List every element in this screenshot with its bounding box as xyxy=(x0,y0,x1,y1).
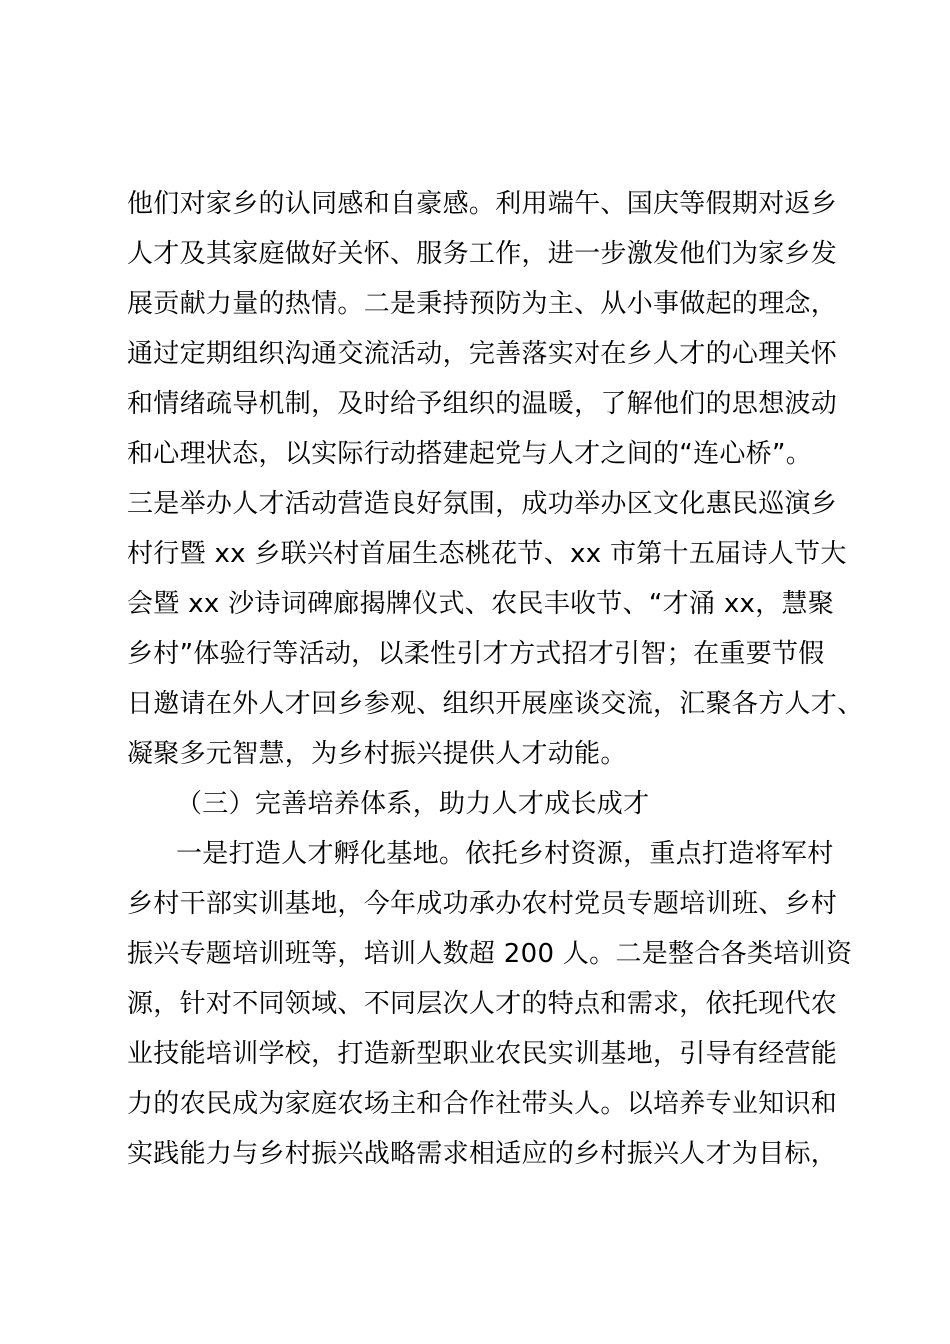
paragraph-line: 展贡献力量的热情。二是秉持预防为主、从小事做起的理念， xyxy=(127,289,838,319)
paragraph-line: 村行暨 xx 乡联兴村首届生态桃花节、xx 市第十五届诗人节大 xyxy=(127,539,847,569)
paragraph-line: 实践能力与乡村振兴战略需求相适应的乡村振兴人才为目标， xyxy=(127,1139,838,1169)
paragraph-line: 源，针对不同领域、不同层次人才的特点和需求，依托现代农 xyxy=(127,989,838,1019)
paragraph-line: 人才及其家庭做好关怀、服务工作，进一步激发他们为家乡发 xyxy=(127,239,838,269)
paragraph-line: 振兴专题培训班等，培训人数超 200 人。二是整合各类培训资 xyxy=(127,939,853,969)
paragraph-line: 通过定期组织沟通交流活动，完善落实对在乡人才的心理关怀 xyxy=(127,339,838,369)
paragraph-line: 和心理状态，以实际行动搭建起党与人才之间的“连心桥”。 xyxy=(127,439,813,469)
paragraph-line: 日邀请在外人才回乡参观、组织开展座谈交流，汇聚各方人才、 xyxy=(127,689,864,719)
paragraph-line: 一是打造人才孵化基地。依托乡村资源，重点打造将军村 xyxy=(176,839,834,869)
paragraph-line: 力的农民成为家庭农场主和合作社带头人。以培养专业知识和 xyxy=(127,1089,838,1119)
paragraph-line: 凝聚多元智慧，为乡村振兴提供人才动能。 xyxy=(127,739,627,769)
paragraph-line: 业技能培训学校，打造新型职业农民实训基地，引导有经营能 xyxy=(127,1039,838,1069)
paragraph-line: 乡村”体验行等活动，以柔性引才方式招才引智；在重要节假 xyxy=(127,639,825,669)
section-heading: （三）完善培养体系，助力人才成长成才 xyxy=(176,789,650,819)
paragraph-line: 和情绪疏导机制，及时给予组织的温暖，了解他们的思想波动 xyxy=(127,389,838,419)
paragraph-line: 三是举办人才活动营造良好氛围，成功举办区文化惠民巡演乡 xyxy=(127,489,838,519)
paragraph-line: 他们对家乡的认同感和自豪感。利用端午、国庆等假期对返乡 xyxy=(127,189,838,219)
paragraph-line: 会暨 xx 沙诗词碑廊揭牌仪式、农民丰收节、“才涌 xx，慧聚 xyxy=(127,589,835,619)
paragraph-line: 乡村干部实训基地，今年成功承办农村党员专题培训班、乡村 xyxy=(127,889,838,919)
